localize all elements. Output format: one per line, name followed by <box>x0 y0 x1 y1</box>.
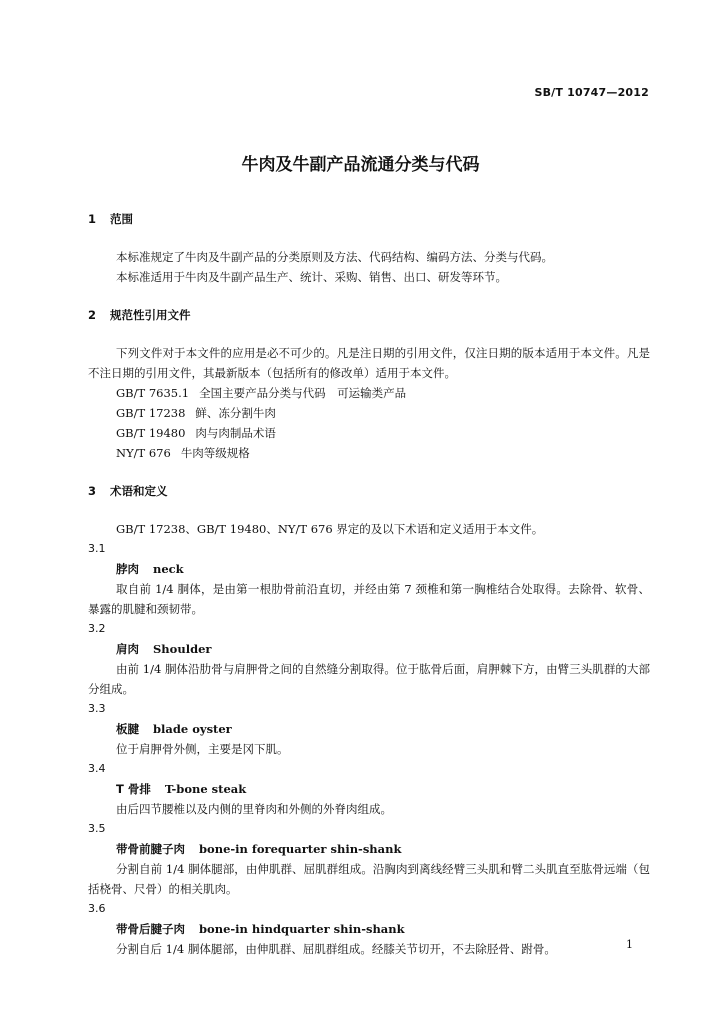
term-name <box>88 559 650 579</box>
term-name <box>88 639 650 659</box>
term-definition: 取自前 1/4 胴体，是由第一根肋骨前沿直切，并经由第 7 颈椎和第一胸椎结合处取得。去除骨、软骨、暴露的肌腱和颈韧带。 <box>88 582 650 616</box>
reference-item <box>88 423 650 443</box>
reference-item <box>88 403 650 423</box>
reference-item <box>88 443 650 463</box>
term-name <box>88 839 650 859</box>
term-definition: 位于肩胛骨外侧，主要是冈下肌。 <box>116 742 289 756</box>
section-3-heading <box>88 481 650 501</box>
section-title: 术语和定义 <box>110 484 168 498</box>
term-definition: 分割自前 1/4 胴体腿部，由伸肌群、屈肌群组成。沿胸肉到离线经臂三头肌和臂二头肌直至肱骨远端（包括桡骨、尺骨）的相关肌肉。 <box>88 862 650 896</box>
document-body <box>88 209 650 959</box>
section-number: 1 <box>88 212 97 226</box>
page-number: 1 <box>626 938 633 951</box>
term-number: 3.4 <box>88 762 106 775</box>
term-number: 3.3 <box>88 702 106 715</box>
reference-name: 全国主要产品分类与代码 可运输类产品 <box>199 386 407 400</box>
term-number: 3.5 <box>88 822 106 835</box>
section-number: 2 <box>88 308 97 322</box>
paragraph: 本标准适用于牛肉及牛副产品生产、统计、采购、销售、出口、研发等环节。 <box>116 270 507 284</box>
term-en: blade oyster <box>153 722 232 736</box>
term-en: neck <box>153 562 184 576</box>
term-number: 3.6 <box>88 902 106 915</box>
document-title: 牛肉及牛副产品流通分类与代码 <box>241 155 480 175</box>
reference-name: 牛肉等级规格 <box>180 446 250 460</box>
term-definition: 分割自后 1/4 胴体腿部，由伸肌群、屈肌群组成。经膝关节切开，不去除胫骨、跗骨。 <box>116 942 556 956</box>
term-zh: 脖肉 <box>116 562 139 576</box>
term-zh: 板腱 <box>116 722 139 736</box>
term-zh: 肩肉 <box>116 642 139 656</box>
section-1-heading <box>88 209 650 229</box>
section-number: 3 <box>88 484 97 498</box>
standard-code: SB/T 10747—2012 <box>534 86 649 99</box>
term-zh: T 骨排 <box>116 782 151 796</box>
reference-code: NY/T 676 <box>116 446 171 460</box>
paragraph: GB/T 17238、GB/T 19480、NY/T 676 界定的及以下术语和定义适用于本文件。 <box>116 522 544 536</box>
term-name <box>88 719 650 739</box>
term-definition: 由前 1/4 胴体沿肋骨与肩胛骨之间的自然缝分割取得。位于肱骨后面，肩胛棘下方，由臂三头肌群的大部分组成。 <box>88 662 650 696</box>
reference-item <box>88 383 650 403</box>
reference-name: 鲜、冻分割牛肉 <box>195 406 276 420</box>
term-number: 3.2 <box>88 622 106 635</box>
term-en: Shoulder <box>153 642 212 656</box>
paragraph: 下列文件对于本文件的应用是必不可少的。凡是注日期的引用文件，仅注日期的版本适用于本文件。凡是不注日期的引用文件，其最新版本（包括所有的修改单）适用于本文件。 <box>88 346 650 380</box>
term-en: bone-in hindquarter shin-shank <box>199 922 405 936</box>
term-name <box>88 779 650 799</box>
section-title: 范围 <box>110 212 133 226</box>
term-name <box>88 919 650 939</box>
term-zh: 带骨前腱子肉 <box>116 842 185 856</box>
reference-code: GB/T 17238 <box>116 406 186 420</box>
term-en: bone-in forequarter shin-shank <box>199 842 402 856</box>
reference-code: GB/T 7635.1 <box>116 386 190 400</box>
paragraph: 本标准规定了牛肉及牛副产品的分类原则及方法、代码结构、编码方法、分类与代码。 <box>116 250 553 264</box>
section-2-heading <box>88 305 650 325</box>
section-title: 规范性引用文件 <box>110 308 191 322</box>
term-number: 3.1 <box>88 542 106 555</box>
term-en: T-bone steak <box>164 782 247 796</box>
reference-name: 肉与肉制品术语 <box>195 426 276 440</box>
reference-code: GB/T 19480 <box>116 426 186 440</box>
term-definition: 由后四节腰椎以及内侧的里脊肉和外侧的外脊肉组成。 <box>116 802 392 816</box>
term-zh: 带骨后腱子肉 <box>116 922 185 936</box>
